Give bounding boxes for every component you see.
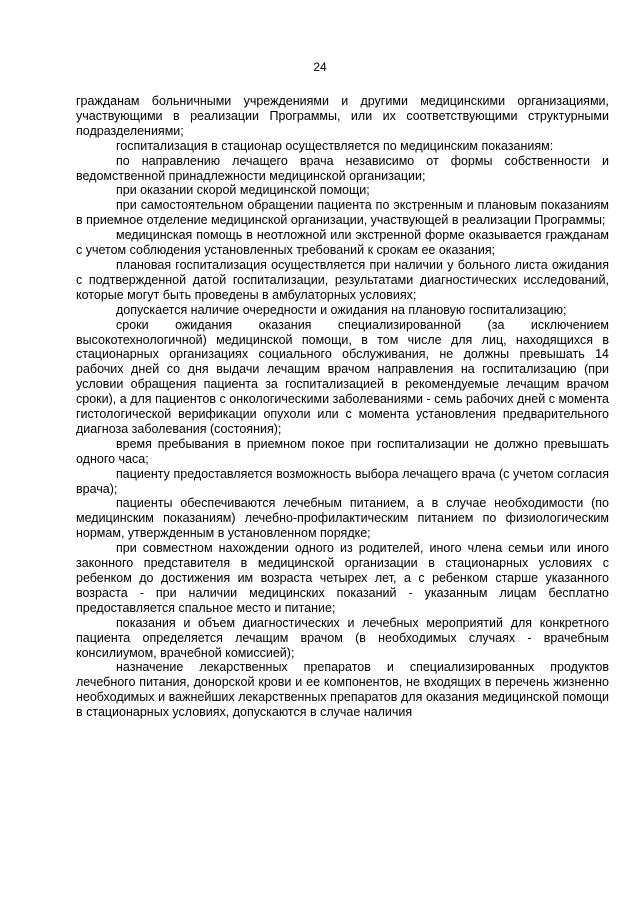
paragraph: назначение лекарственных препаратов и специализированных продуктов лечебного питания, донорской крови и ее компонентов, не входящих в перечень жизненно необходимых и важнейших лекарственных препаратов для оказания медицинской помощи в стационарных условиях, допускаются в случае наличия xyxy=(76,660,609,720)
paragraph: при совместном нахождении одного из родителей, иного члена семьи или иного законного представителя в медицинской организации в стационарных условиях с ребенком до достижения им возраста четырех лет, а с ребенком старше указанного возраста - при наличии медицинских показаний - указанным лицам бесплатно предоставляется спальное место и питание; xyxy=(76,541,609,615)
paragraph: по направлению лечащего врача независимо от формы собственности и ведомственной принадлежности медицинской организации; xyxy=(76,153,609,183)
paragraph: гражданам больничными учреждениями и другими медицинскими организациями, участвующими в реализации Программы, или их соответствующими структурными подразделениями; xyxy=(76,94,609,138)
paragraph: показания и объем диагностических и лечебных мероприятий для конкретного пациента определяется лечащим врачом (в необходимых случаях - врачебным консилиумом, врачебной комиссией); xyxy=(76,615,609,660)
paragraph: время пребывания в приемном покое при госпитализации не должно превышать одного часа; xyxy=(76,436,609,466)
paragraph: при оказании скорой медицинской помощи; xyxy=(116,183,370,198)
paragraph: госпитализация в стационар осуществляется по медицинским показаниям: xyxy=(116,138,554,153)
paragraph: плановая госпитализация осуществляется при наличии у больного листа ожидания с подтвержденной датой госпитализации, результатами диагностических исследований, которые могут быть проведены в амбулаторных условиях; xyxy=(76,257,609,302)
paragraph: пациенты обеспечиваются лечебным питанием, а в случае необходимости (по медицинским показаниям) лечебно-профилактическим питанием по физиологическим нормам, утвержденным в установленном порядке; xyxy=(76,496,609,541)
paragraph: пациенту предоставляется возможность выбора лечащего врача (с учетом согласия врача); xyxy=(76,466,609,496)
paragraph: сроки ожидания оказания специализированной (за исключением высокотехнологичной) медицинской помощи, в том числе для лиц, находящихся в стационарных организациях социального обслуживания, не должны превышать 14 рабочих дней со дня выдачи лечащим врачом направления на госпитализацию (при условии обращения пациента за госпитализацией в рекомендуемые лечащим врачом сроки), а для пациентов с онкологическими заболеваниями - семь рабочих дней с момента гистологической верификации опухоли или с момента установления предварительного диагноза заболевания (состояния); xyxy=(76,317,609,436)
page-number: 24 xyxy=(313,60,327,74)
paragraph: допускается наличие очередности и ожидания на плановую госпитализацию; xyxy=(116,302,567,317)
document-body xyxy=(76,94,609,720)
paragraph: медицинская помощь в неотложной или экстренной форме оказывается гражданам с учетом соблюдения установленных требований к срокам ее оказания; xyxy=(76,228,609,258)
paragraph: при самостоятельном обращении пациента по экстренным и плановым показаниям в приемное отделение медицинской организации, участвующей в реализации Программы; xyxy=(76,198,609,228)
